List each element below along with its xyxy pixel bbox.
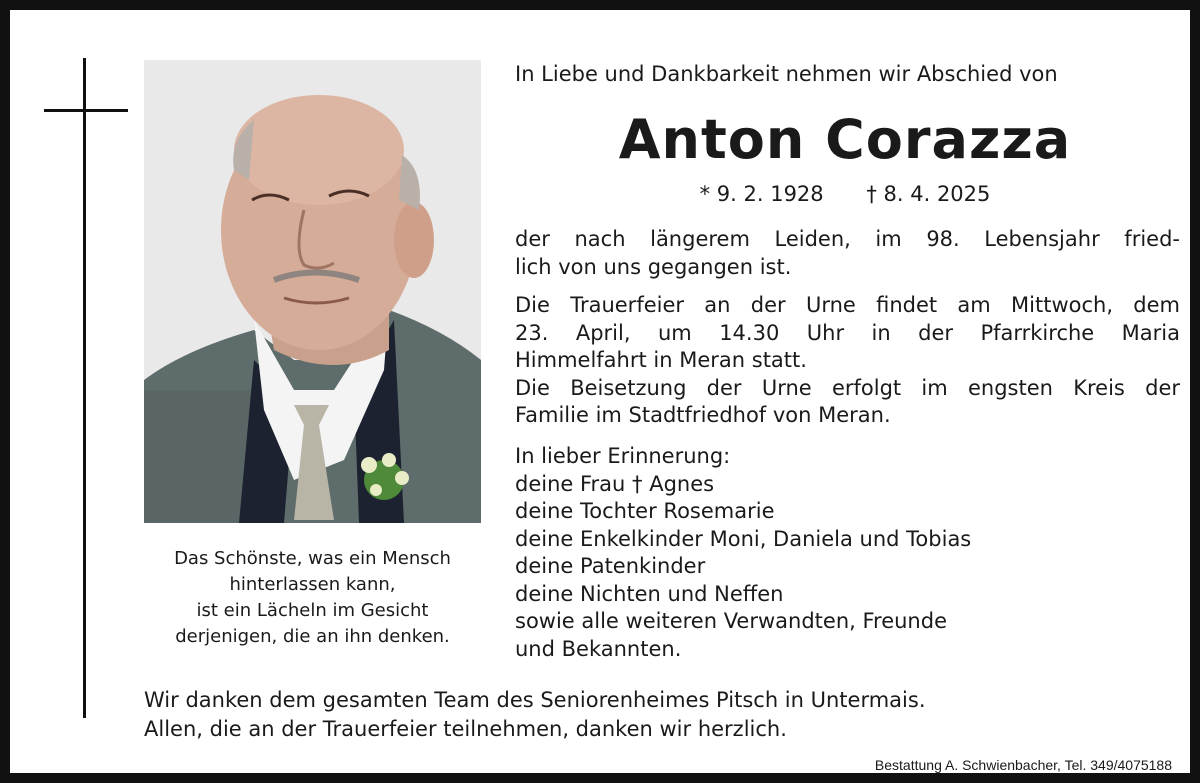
thanks-text — [144, 686, 1184, 744]
deceased-name: Anton Corazza — [618, 108, 1072, 171]
portrait-photo — [144, 60, 481, 523]
ceremony-line: Die Beisetzung der Urne erfolgt im engsten Kreis der — [515, 375, 1180, 400]
mourners-list — [515, 443, 1180, 663]
passing-line: lich von uns gegangen ist. — [515, 254, 792, 279]
ceremony-line: Himmelfahrt in Meran statt. — [515, 348, 807, 372]
life-dates — [515, 180, 1175, 208]
cross-icon-horizontal — [44, 109, 128, 112]
mourner-line: sowie alle weiteren Verwandten, Freunde — [515, 609, 947, 633]
cross-icon-vertical — [83, 58, 86, 718]
mourner-line: deine Frau † Agnes — [515, 471, 715, 496]
passing-line: der nach längerem Leiden, im 98. Lebensjahr fried- — [515, 227, 1180, 251]
mourner-line: und Bekannten. — [515, 636, 682, 661]
memorial-quote — [144, 546, 481, 650]
ceremony-line: 23. April, um 14.30 Uhr in der Pfarrkirche Maria — [515, 320, 1180, 345]
ceremony-text — [515, 292, 1180, 430]
quote-line: hinterlassen kann, — [229, 574, 396, 595]
mourner-line: deine Tochter Rosemarie — [515, 499, 775, 523]
birth-date: * 9. 2. 1928 — [699, 182, 824, 206]
intro-text: In Liebe und Dankbarkeit nehmen wir Abschied von — [515, 62, 1058, 86]
mourners-heading: In lieber Erinnerung: — [515, 444, 731, 468]
mourner-line: deine Enkelkinder Moni, Daniela und Tobias — [515, 526, 972, 551]
funeral-home-credit: Bestattung A. Schwienbacher, Tel. 349/4075188 — [874, 757, 1172, 773]
mourner-line: deine Patenkinder — [515, 554, 706, 578]
quote-line: Das Schönste, was ein Mensch — [174, 548, 451, 569]
passing-text — [515, 226, 1180, 281]
ceremony-line: Familie im Stadtfriedhof von Meran. — [515, 403, 891, 427]
thanks-line: Wir danken dem gesamten Team des Seniorenheimes Pitsch in Untermais. — [144, 688, 926, 712]
mourner-line: deine Nichten und Neffen — [515, 581, 784, 606]
quote-line: ist ein Lächeln im Gesicht — [196, 600, 429, 621]
quote-line: derjenigen, die an ihn denken. — [175, 626, 450, 647]
thanks-line: Allen, die an der Trauerfeier teilnehmen, danken wir herzlich. — [144, 717, 787, 741]
ceremony-line: Die Trauerfeier an der Urne findet am Mittwoch, dem — [515, 293, 1180, 317]
death-date: † 8. 4. 2025 — [866, 182, 991, 206]
